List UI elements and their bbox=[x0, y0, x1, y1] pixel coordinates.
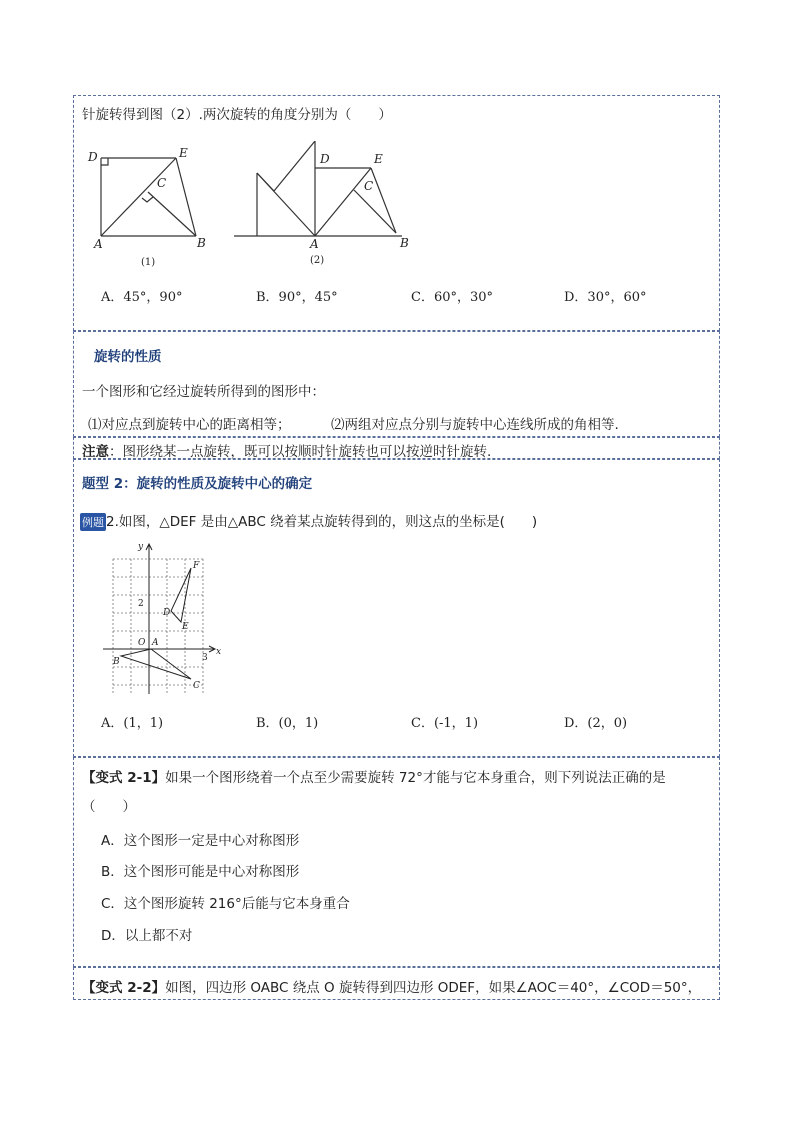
grid-label-x: x bbox=[216, 647, 222, 657]
option-b: B．90°，45° bbox=[256, 290, 338, 305]
fig2-label-c: C bbox=[364, 179, 374, 193]
example-line bbox=[80, 510, 537, 531]
fig2-label-d: D bbox=[320, 152, 330, 166]
note-line bbox=[82, 440, 491, 460]
fig1-label-c: C bbox=[157, 176, 167, 190]
variant22-label: 【变式 2-2】 bbox=[82, 980, 166, 996]
grid-label-f: F bbox=[193, 561, 200, 571]
example-option-a: A．(1，1) bbox=[101, 716, 164, 731]
question-stem: 针旋转得到图（2）.两次旋转的角度分别为（ ） bbox=[82, 107, 392, 123]
variant21-label: 【变式 2-1】 bbox=[82, 770, 166, 786]
question-box-1 bbox=[73, 95, 720, 331]
rotation-figure bbox=[84, 141, 444, 281]
note-box bbox=[73, 437, 720, 459]
note-label: 注意 bbox=[82, 444, 109, 460]
grid-label-e: E bbox=[182, 622, 189, 632]
fig1-label-e: E bbox=[179, 146, 188, 160]
variant22-line bbox=[82, 976, 701, 996]
variant21-stem-1: 如果一个图形绕着一个点至少需要旋转 72°才能与它本身重合，则下列说法正确的是 bbox=[165, 770, 666, 786]
fig1-label-a: A bbox=[94, 237, 103, 251]
property-intro: 一个图形和它经过旋转所得到的图形中： bbox=[82, 384, 325, 400]
grid-label-b: B bbox=[113, 657, 120, 667]
variant21-box bbox=[73, 757, 720, 967]
grid-label-two: 2 bbox=[138, 599, 144, 609]
example-stem: 2.如图，△DEF 是由△ABC 绕着某点旋转得到的，则这点的坐标是( ) bbox=[106, 514, 538, 530]
variant21-option-d: D．以上都不对 bbox=[101, 928, 193, 944]
fig1-label-d: D bbox=[88, 150, 98, 164]
option-c: C．60°，30° bbox=[411, 290, 494, 305]
fig2-caption: (2) bbox=[310, 255, 325, 266]
variant21-option-a: A．这个图形一定是中心对称图形 bbox=[101, 833, 300, 849]
coordinate-grid-figure bbox=[101, 537, 241, 697]
topic2-box bbox=[73, 459, 720, 757]
variant21-option-c: C．这个图形旋转 216°后能与它本身重合 bbox=[101, 896, 350, 912]
fig2-label-a: A bbox=[310, 237, 319, 251]
example-badge: 例题 bbox=[80, 513, 106, 531]
variant21-stem-2: （ ） bbox=[82, 799, 136, 815]
option-a: A．45°，90° bbox=[101, 290, 183, 305]
property-title: 旋转的性质 bbox=[94, 349, 162, 365]
example-option-b: B．(0，1) bbox=[256, 716, 319, 731]
property-box bbox=[73, 331, 720, 437]
fig1-label-b: B bbox=[197, 236, 206, 250]
grid-label-three: 3 bbox=[202, 653, 208, 663]
note-text: ：图形绕某一点旋转，既可以按顺时针旋转也可以按逆时针旋转. bbox=[109, 444, 492, 460]
variant21-option-b: B．这个图形可能是中心对称图形 bbox=[101, 864, 300, 880]
option-d: D．30°，60° bbox=[564, 290, 647, 305]
fig2-label-e: E bbox=[374, 152, 383, 166]
topic2-title: 题型 2：旋转的性质及旋转中心的确定 bbox=[82, 476, 313, 492]
example-option-c: C．(-1，1) bbox=[411, 716, 479, 731]
grid-label-c: C bbox=[193, 681, 200, 691]
grid-label-d: D bbox=[163, 608, 171, 618]
variant22-box bbox=[73, 967, 720, 1000]
grid-label-y: y bbox=[138, 542, 144, 552]
grid-label-a: A bbox=[152, 638, 159, 648]
variant22-stem: 如图，四边形 OABC 绕点 O 旋转得到四边形 ODEF，如果∠AOC＝40°，∠COD＝50°， bbox=[165, 980, 702, 996]
grid-label-o: O bbox=[138, 638, 146, 648]
variant21-line1 bbox=[82, 766, 666, 786]
fig2-label-b: B bbox=[400, 236, 409, 250]
example-option-d: D．(2，0) bbox=[564, 716, 628, 731]
property-item-1: ⑴对应点到旋转中心的距离相等； bbox=[88, 417, 291, 433]
property-item-2: ⑵两组对应点分别与旋转中心连线所成的角相等. bbox=[331, 417, 619, 433]
fig1-caption: (1) bbox=[141, 257, 156, 268]
